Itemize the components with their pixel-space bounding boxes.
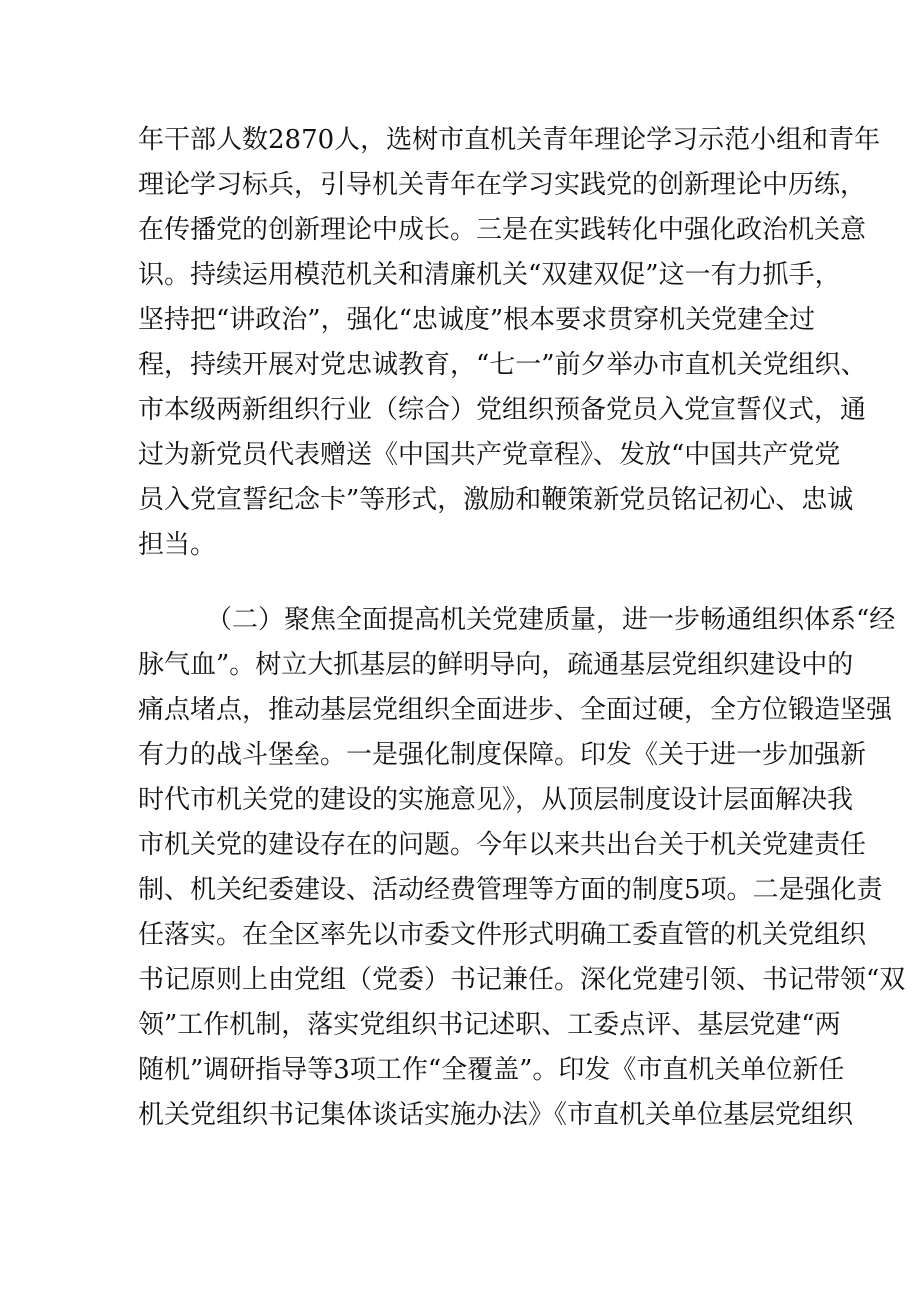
paragraph1-line-1: 年干部人数2870人，选树市直机关青年理论学习示范小组和青年: [138, 125, 881, 155]
paragraph1-line-9: 员入党宣誓纪念卡”等形式，激励和鞭策新党员铭记初心、忠诚: [138, 485, 854, 515]
paragraph2-line-4: 有力的战斗堡垒。一是强化制度保障。印发《关于进一步加强新: [138, 740, 867, 770]
paragraph2-line-11: 随机”调研指导等3项工作“全覆盖”。印发《市直机关单位新任: [138, 1055, 845, 1085]
paragraph2-line-5: 时代市机关党的建设的实施意见》，从顶层制度设计层面解决我: [138, 785, 854, 815]
paragraph1-line-6: 程，持续开展对党忠诚教育，“七一”前夕举办市直机关党组织、: [138, 350, 867, 380]
paragraph1-line-4: 识。持续运用模范机关和清廉机关“双建双促”这一有力抓手，: [138, 260, 841, 290]
paragraph1-line-3: 在传播党的创新理论中成长。三是在实践转化中强化政治机关意: [138, 215, 867, 245]
paragraph2-line-3: 痛点堵点，推动基层党组织全面进步、全面过硬，全方位锻造坚强: [138, 695, 893, 725]
paragraph2-line-10: 领”工作机制，落实党组织书记述职、工委点评、基层党建“两: [138, 1010, 841, 1040]
paragraph2-line-2: 脉气血”。树立大抓基层的鲜明导向，疏通基层党组织建设中的: [138, 650, 854, 680]
paragraph2-line-6: 市机关党的建设存在的问题。今年以来共出台关于机关党建责任: [138, 830, 867, 860]
paragraph2-line-9: 书记原则上由党组（党委）书记兼任。深化党建引领、书记带领“双: [138, 965, 906, 995]
paragraph2-line-1: （二）聚焦全面提高机关党建质量，进一步畅通组织体系“经: [206, 605, 896, 635]
paragraph1-line-8: 过为新党员代表赠送《中国共产党章程》、发放“中国共产党党: [138, 440, 841, 470]
paragraph2-line-12: 机关党组织书记集体谈话实施办法》《市直机关单位基层党组织: [138, 1100, 854, 1130]
paragraph1-line-2: 理论学习标兵，引导机关青年在学习实践党的创新理论中历练，: [138, 170, 867, 200]
paragraph1-line-5: 坚持把“讲政治”，强化“忠诚度”根本要求贯穿机关党建全过: [138, 305, 816, 335]
paragraph2-line-8: 任落实。在全区率先以市委文件形式明确工委直管的机关党组织: [138, 920, 867, 950]
paragraph1-line-10: 担当。: [138, 530, 217, 560]
paragraph2-line-7: 制、机关纪委建设、活动经费管理等方面的制度5项。二是强化责: [138, 875, 883, 905]
paragraph1-line-7: 市本级两新组织行业（综合）党组织预备党员入党宣誓仪式，通: [138, 395, 867, 425]
